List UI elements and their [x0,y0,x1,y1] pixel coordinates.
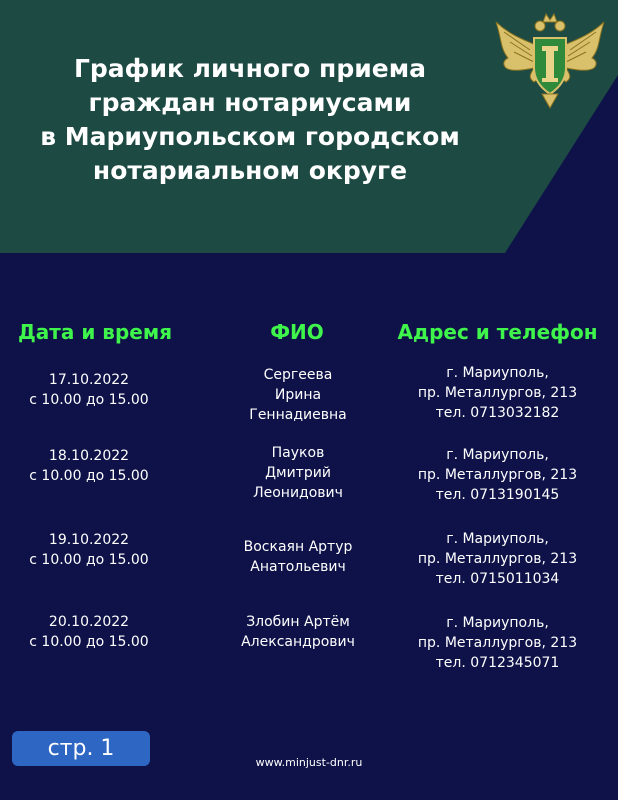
row-3-address-street: пр. Металлургов, 213 [417,551,578,567]
row-1-name-line-3: Геннадиевна [249,407,347,423]
row-4-address-city: г. Мариуполь, [446,615,549,631]
row-4-address [380,613,615,673]
row-3-name-line-2: Анатольевич [250,559,346,575]
website-link[interactable]: www.minjust-dnr.ru [255,756,363,769]
row-1-address-city: г. Мариуполь, [446,365,549,381]
row-4-date [0,612,178,652]
row-3-address [380,529,615,589]
row-4-address-street: пр. Металлургов, 213 [417,635,578,651]
title-line-4: нотариальном округе [92,156,408,185]
row-1-date-day: 17.10.2022 [48,372,130,388]
row-2-name-line-3: Леонидович [253,485,343,501]
row-3-date-day: 19.10.2022 [48,532,130,548]
row-1-date [0,370,178,410]
row-1-name-line-1: Сергеева [263,367,333,383]
page-title [0,52,500,188]
row-4-name [218,612,378,652]
row-1-address [380,363,615,423]
row-3-address-phone: тел. 0715011034 [435,571,560,587]
row-2-date-hours: с 10.00 до 15.00 [29,468,149,484]
row-3-name [218,537,378,577]
column-header-date: Дата и время [17,320,173,344]
row-4-address-phone: тел. 0712345071 [435,655,560,671]
row-1-address-street: пр. Металлургов, 213 [417,385,578,401]
row-2-address [380,445,615,505]
row-3-name-line-1: Воскаян Артур [243,539,353,555]
row-1-name-line-2: Ирина [274,387,322,403]
title-line-3: в Мариупольском городском [40,122,460,151]
column-header-address: Адрес и телефон [397,320,598,344]
row-2-name-line-1: Пауков [271,445,325,461]
title-line-2: граждан нотариусами [88,88,412,117]
row-2-date [0,446,178,486]
row-2-address-street: пр. Металлургов, 213 [417,467,578,483]
row-4-name-line-1: Злобин Артём [246,614,350,630]
row-3-address-city: г. Мариуполь, [446,531,549,547]
row-1-address-phone: тел. 0713032182 [435,405,560,421]
row-4-date-hours: с 10.00 до 15.00 [29,634,149,650]
title-line-1: График личного приема [73,54,426,83]
eagle-emblem-icon [490,12,610,112]
page-number-badge: стр. 1 [12,731,150,766]
row-2-name [218,443,378,503]
row-3-date-hours: с 10.00 до 15.00 [29,552,149,568]
row-2-name-line-2: Дмитрий [265,465,331,481]
row-1-name [218,365,378,425]
row-4-name-line-2: Александрович [241,634,355,650]
row-4-date-day: 20.10.2022 [48,614,130,630]
row-2-date-day: 18.10.2022 [48,448,130,464]
column-header-name: ФИО [270,320,324,344]
row-1-date-hours: с 10.00 до 15.00 [29,392,149,408]
row-3-date [0,530,178,570]
row-2-address-city: г. Мариуполь, [446,447,549,463]
row-2-address-phone: тел. 0713190145 [435,487,560,503]
